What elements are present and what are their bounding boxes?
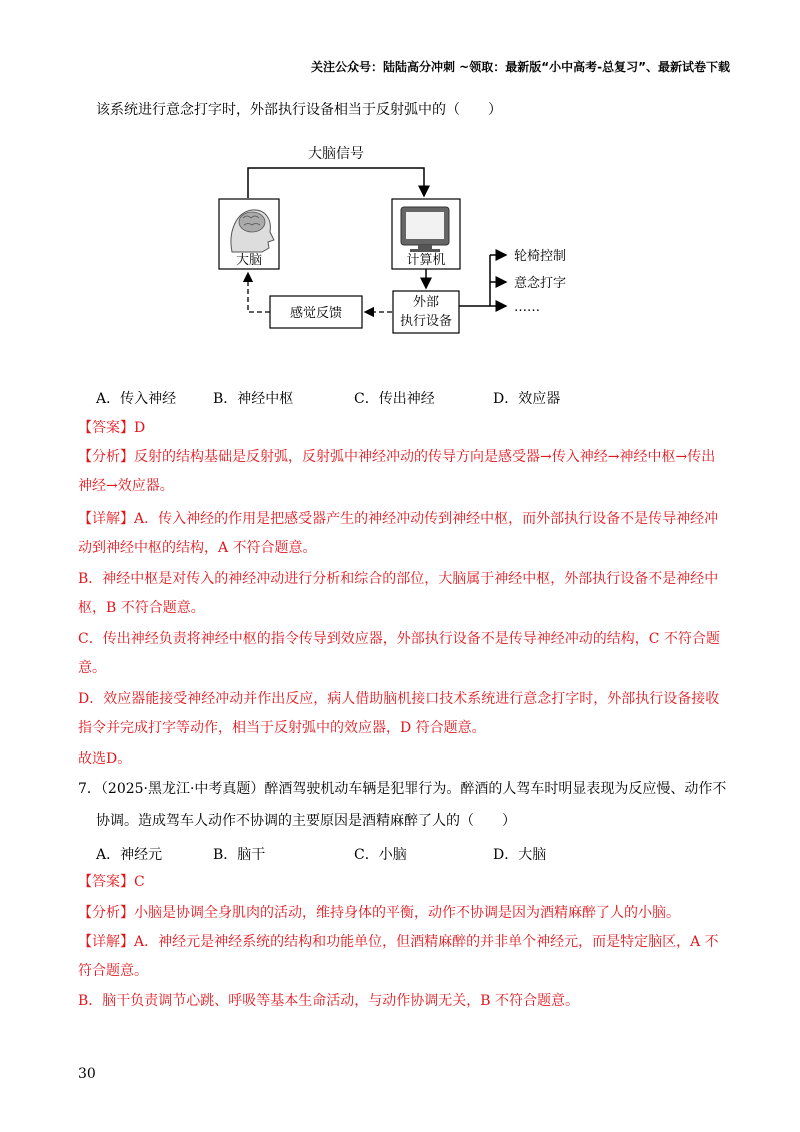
detail-d-line-1: D．效应器能接受神经冲动并作出反应，病人借助脑机接口技术系统进行意念打字时，外部执行设备接收 [78,691,720,707]
brain-label: 大脑 [235,253,263,268]
reflex-diagram [0,0,800,360]
q7-analysis-line [78,904,680,922]
q7-option-b: B．脑干 [213,847,266,863]
detail-b-line-2: 枢，B 不符合题意。 [78,600,205,616]
detail-b-line-1: B．神经中枢是对传入的神经冲动进行分析和综合的部位，大脑属于神经中枢，外部执行设备不是神经中 [78,571,719,587]
page-header: 关注公众号：陆陆高分冲刺 ~领取：最新版“小中高考-总复习”、最新试卷下载 [311,60,730,74]
analysis-line-1 [78,448,715,466]
detail-c-line-2: 意。 [78,660,106,676]
q7-detail-b-line-1: B．脑干负责调节心跳、呼吸等基本生命活动，与动作协调无关，B 不符合题意。 [78,993,580,1009]
detail-d-line-2: 指令并完成打字等动作，相当于反射弧中的效应器，D 符合题意。 [78,720,486,736]
signal-label: 大脑信号 [308,146,364,162]
q7-detail-a-line-2: 符合题意。 [78,963,148,979]
q7-analysis-text: 小脑是协调全身肌肉的活动，维持身体的平衡，动作不协调是因为酒精麻醉了人的小脑。 [134,905,680,921]
q7-stem-line-2: 协调。造成驾车人动作不协调的主要原因是酒精麻醉了人的（ ） [96,813,516,829]
detail-a-line-2: 动到神经中枢的结构，A 不符合题意。 [78,540,317,556]
q7-option-a: A．神经元 [96,847,163,863]
q7-answer-value: C [134,874,145,890]
q7-answer-line [78,873,145,891]
detail-c-line-1: C．传出神经负责将神经中枢的指令传导到效应器，外部执行设备不是传导神经冲动的结构，C 不符合题 [78,631,720,647]
monitor-icon [401,207,449,252]
q7-detail-a-line-1 [78,933,719,951]
q7-analysis-tag: 【分析】 [78,905,134,921]
q7-option-d: D．大脑 [493,847,547,863]
q7-detail-tag: 【详解】 [78,934,134,950]
device-label-2: 执行设备 [399,314,453,329]
output-2: 意念打字 [514,276,567,291]
q7-answer-tag: 【答案】 [78,874,134,890]
answer-line [78,419,145,437]
feedback-label: 感觉反馈 [289,306,343,321]
analysis-line-2: 神经→效应器。 [78,478,174,494]
detail-a-line-1 [78,510,718,528]
analysis-tag: 【分析】 [78,449,134,465]
question-stem: 该系统进行意念打字时，外部执行设备相当于反射弧中的（ ） [96,102,502,118]
computer-label: 计算机 [406,253,446,268]
answer-tag: 【答案】 [78,420,134,436]
option-b: B．神经中枢 [213,391,294,407]
device-label-1: 外部 [412,295,440,310]
option-c: C．传出神经 [354,391,435,407]
q7-stem-line-1: 7．（2025·黑龙江·中考真题）醉酒驾驶机动车辆是犯罪行为。醉酒的人驾车时明显表现为反应慢、动作不 [78,781,727,797]
option-a: A．传入神经 [96,391,177,407]
detail-tag: 【详解】 [78,511,134,527]
conclusion: 故选D。 [78,751,132,767]
option-d: D．效应器 [493,391,561,407]
output-1: 轮椅控制 [514,249,567,264]
analysis-text: 反射的结构基础是反射弧，反射弧中神经冲动的传导方向是感受器→传入神经→神经中枢→传出 [134,449,716,465]
detail-text: A．传入神经的作用是把感受器产生的神经冲动传到神经中枢，而外部执行设备不是传导神经冲 [134,511,719,527]
page-number: 30 [78,1066,96,1082]
q7-detail-text: A．神经元是神经系统的结构和功能单位，但酒精麻醉的并非单个神经元，而是特定脑区，A 不 [134,934,719,950]
q7-option-c: C．小脑 [354,847,407,863]
output-3: …… [514,300,540,315]
answer-value: D [134,420,146,436]
